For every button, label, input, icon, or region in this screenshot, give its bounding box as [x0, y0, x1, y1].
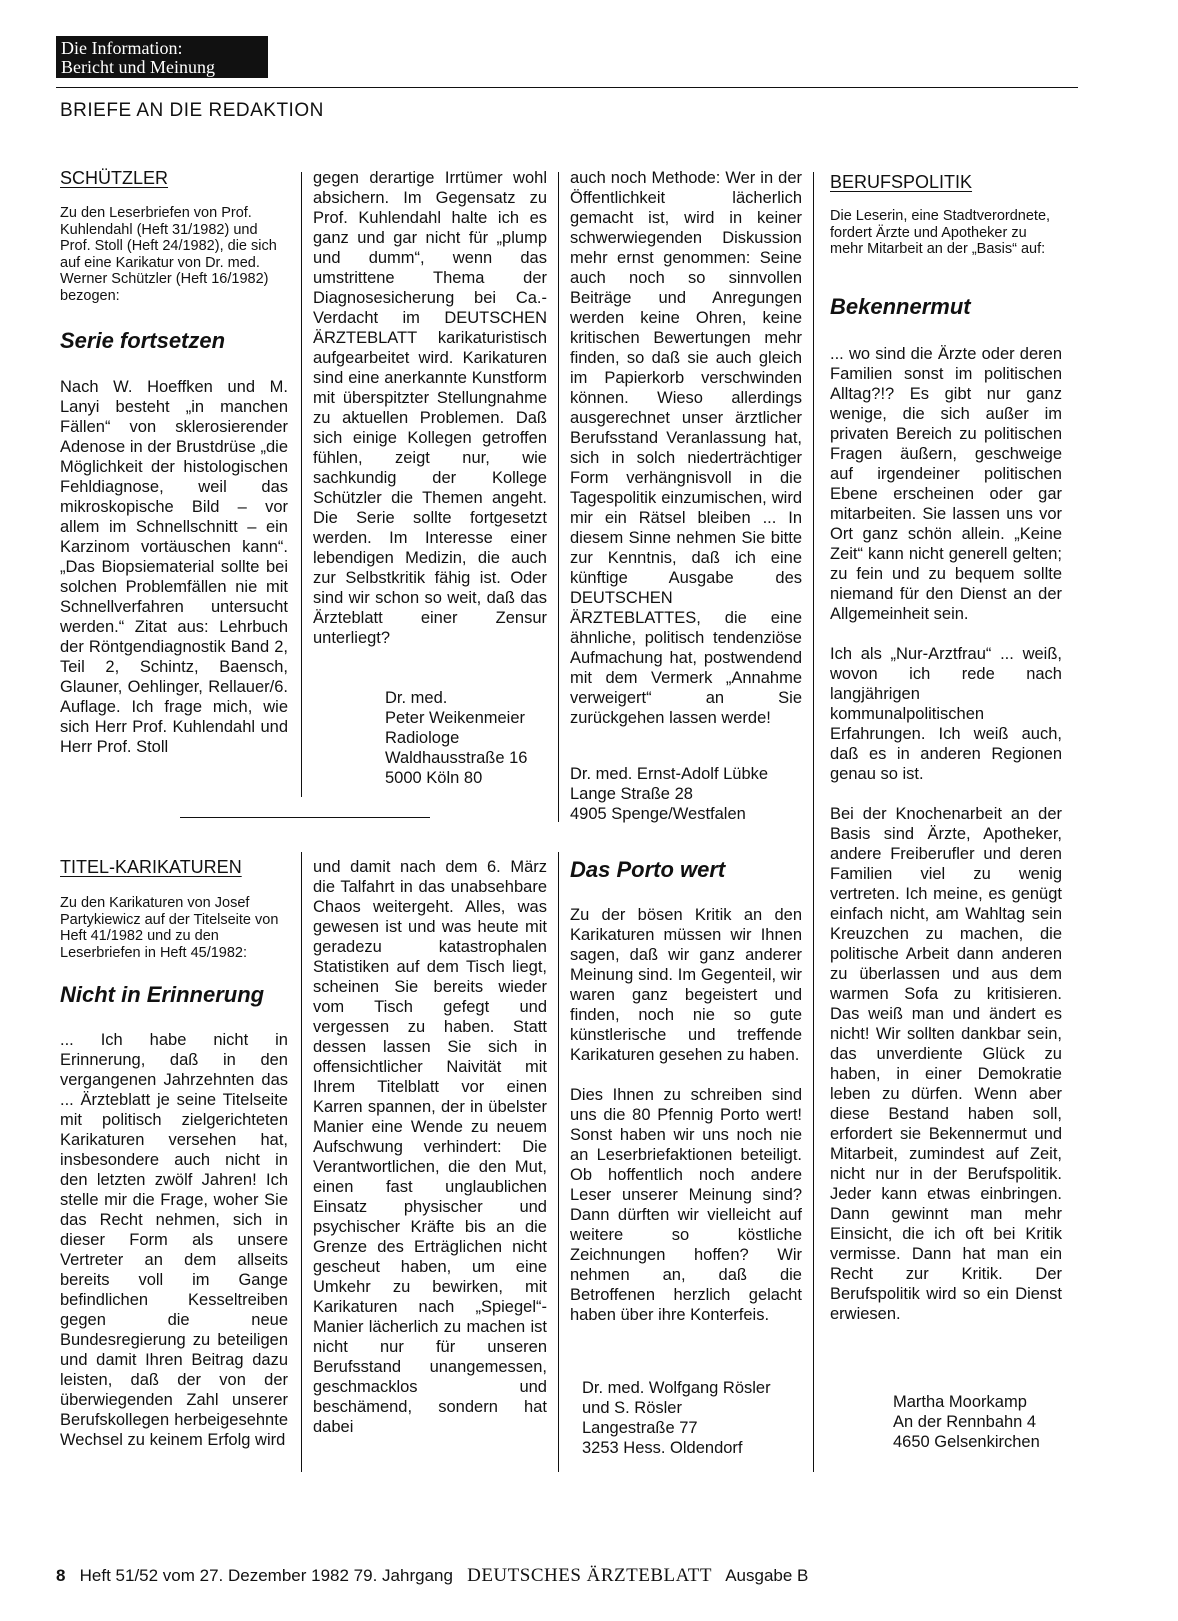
letter-heading: BERUFSPOLITIK	[830, 172, 973, 192]
letter-signature	[570, 764, 768, 824]
letter-signature	[893, 1392, 1040, 1452]
letter-signature	[385, 688, 527, 788]
signature-line: Dr. med.	[385, 689, 448, 707]
letter-separator	[180, 817, 430, 818]
body-paragraph: Nach W. Hoeffken und M. Lanyi besteht „in manchen Fällen“ von sklerosierender Adenose in der Brustdrüse „die Möglichkeit der histologischen Fehldiagnose, weil das mikroskopische Bild – vor allem im Schnellschnitt – ein Karzinom vortäuschen kann“. „Das Biopsiematerial sollte bei solchen Problemfällen nie mit Schnellverfahren untersucht werden.“ Zitat aus: Lehrbuch der Röntgendiagnostik Band 2, Teil 2, Schintz, Baensch, Glauner, Oehlinger, Rellauer/6. Auflage. Ich frage mich, wie sich Herr Prof. Kuhlendahl und Herr Prof. Stoll	[60, 378, 288, 756]
column-rule	[301, 852, 302, 1472]
letter-body	[570, 905, 802, 1325]
letter-body	[60, 1030, 288, 1450]
section-label-line2: Bericht und Meinung	[61, 57, 215, 77]
signature-line: Langestraße 77	[582, 1419, 698, 1437]
letter-heading: SCHÜTZLER	[60, 168, 169, 188]
letter-title: Serie fortsetzen	[60, 328, 226, 353]
edition-label: Ausgabe B	[725, 1566, 809, 1585]
body-paragraph: Bei der Knochenarbeit an der Basis sind Ärzte, Apotheker, andere Freiberufler und deren Familien viel zu wenig vertreten. Ich meine, es genügt einfach nicht, am Wahltag sein Kreuzchen zu machen, die politische Arbeit dann anderen zu überlassen und aus dem warmen Sofa zu kritisieren. Das weiß man und ändert es nicht! Wir sollten dankbar sein, das unverdiente Glück zu haben, in einer Demokratie leben zu dürfen. Wenn aber diese Bestand haben soll, erfordert sie Bekennermut und Mitarbeit, zumindest auf Zeit, nicht nur in der Berufspolitik. Jeder kann etwas einbringen. Dann gewinnt man mehr Einsicht, die ich oft bei Kritik vermisse. Dann hat man ein Recht zur Kritik. Der Berufspolitik wird so ein Dienst erwiesen.	[830, 805, 1062, 1323]
letter-heading: TITEL-KARIKATUREN	[60, 857, 242, 877]
body-paragraph: und damit nach dem 6. März die Talfahrt in das unabsehbare Chaos weitergeht. Alles, was gewesen ist und was heute mit geradezu katastrophalen Statistiken auf dem Tisch liegt, scheinen Sie bereits wieder vom Tisch gefegt und vergessen zu haben. Statt dessen lassen Sie sich in offensichtlicher Naivität mit Ihrem Titelblatt vor einen Karren spannen, der in übelster Manier eine Wende zu neuem Aufschwung verhindert: Die Verantwortlichen, die den Mut, einen fast unglaublichen Einsatz physischer und psychischer Kräfte bis an die Grenze des Erträglichen nicht gescheut haben, um eine Umkehr zu bewirken, mit Karikaturen nach „Spiegel“-Manier lächerlich zu machen ist nicht nur für unseren Berufsstand unangemessen, geschmacklos und beschämend, sondern hat dabei	[313, 858, 547, 1436]
letter-body	[313, 168, 547, 648]
body-paragraph: Ich als „Nur-Arztfrau“ ... weiß, wovon ich rede nach langjährigen kommunalpolitischen Erfahrungen. Ich weiß auch, daß es in anderen Regionen genau so ist.	[830, 645, 1062, 783]
signature-line: Peter Weikenmeier	[385, 709, 526, 727]
body-paragraph: ... Ich habe nicht in Erinnerung, daß in den vergangenen Jahrzehnten das ... Ärzteblatt je seine Titelseite mit politisch zielgerichteten Karikaturen versehen hat, insbesondere auch nicht in den letzten zwölf Jahren! Ich stelle mir die Frage, woher Sie das Recht nehmen, sich in dieser Form als unsere Vertreter an dem allseits bereits voll im Gange befindlichen Kesseltreiben gegen die neue Bundesregierung zu beteiligen und damit Ihren Beitrag dazu leisten, daß der von der überwiegenden Zahl unserer Berufskollegen herbeigesehnte Wechsel zu keinem Erfolg wird	[60, 1031, 288, 1449]
body-paragraph: auch noch Methode: Wer in der Öffentlichkeit lächerlich gemacht ist, wird in keiner schwerwiegenden Diskussion mehr ernst genommen: Seine auch noch so sinnvollen Beiträge und Anregungen werden keine Ohren, keine kritischen Bewertungen mehr finden, so daß sie auch gleich im Papierkorb verschwinden können. Wieso allerdings ausgerechnet unser ärztlicher Berufsstand Veranlassung hat, sich in solch niederträchtiger Form verhängnisvoll in die Tagespolitik einzumischen, wird mir ein Rätsel bleiben ... In diesem Sinne nehmen Sie bitte zur Kenntnis, daß ich eine künftige Ausgabe des DEUTSCHEN ÄRZTEBLATTES, die eine ähnliche, politisch tendenziöse Aufmachung hat, postwendend mit dem Vermerk „Annahme verweigert“ an Sie zurückgehen lassen werde!	[570, 169, 802, 727]
header-rule	[56, 87, 1078, 88]
signature-line: Radiologe	[385, 729, 460, 747]
letter-body	[60, 377, 288, 757]
column-rule	[301, 172, 302, 797]
section-label-box	[56, 36, 268, 78]
body-paragraph: Zu der bösen Kritik an den Karikaturen müssen wir Ihnen sagen, daß wir ganz anderer Meinung sind. Im Gegenteil, wir waren ganz begeistert und finden, noch nie so gute künstlerische und treffende Karikaturen gesehen zu haben.	[570, 906, 802, 1064]
body-paragraph: ... wo sind die Ärzte oder deren Familien sonst im politischen Alltag?!? Es gibt nur ganz wenige, die sich außer im privaten Bereich zu politischen Fragen äußern, geschweige auf irgendeiner politischen Ebene erscheinen oder gar mitarbeiten. Sie lassen uns vor Ort ganz schön allein. „Keine Zeit“ kann nicht generell gelten; zu fein und zu bequem sollte niemand für den Dienst an der Allgemeinheit sein.	[830, 345, 1062, 623]
letter-intro: Zu den Karikaturen von Josef Partykiewicz auf der Titelseite von Heft 41/1982 und zu den Leserbriefen in Heft 45/1982:	[60, 895, 279, 961]
journal-name: DEUTSCHES ÄRZTEBLATT	[467, 1565, 712, 1586]
letter-signature	[582, 1378, 771, 1458]
letter-title: Bekennermut	[830, 294, 971, 319]
signature-line: 4905 Spenge/Westfalen	[570, 805, 746, 823]
column-rule	[558, 172, 559, 822]
signature-line: Dr. med. Ernst-Adolf Lübke	[570, 765, 769, 783]
body-paragraph: Dies Ihnen zu schreiben sind uns die 80 Pfennig Porto wert! Sonst haben wir uns noch nie an Leserbriefaktionen beteiligt. Ob hoffentlich noch andere Leser unserer Meinung sind? Dann dürften wir vielleicht auf weitere so köstliche Zeichnungen hoffen? Wir nehmen an, daß die Betroffenen herzlich gelacht haben über ihre Konterfeis.	[570, 1086, 802, 1324]
column-rule	[813, 172, 814, 1472]
column-rule	[558, 852, 559, 1472]
issue-info: Heft 51/52 vom 27. Dezember 1982 79. Jahrgang	[79, 1566, 453, 1585]
body-paragraph: gegen derartige Irrtümer wohl absichern. Im Gegensatz zu Prof. Kuhlendahl halte ich es ganz und gar nicht für „plump und dumm“, wenn das umstrittene Thema der Diagnosesicherung bei Ca.-Verdacht im DEUTSCHEN ÄRZTEBLATT karikaturistisch aufgearbeitet wird. Karikaturen sind eine anerkannte Kunstform mit überspitzter Stellungnahme zu aktuellen Problemen. Daß sich einige Kollegen getroffen fühlen, zeigt nur, wie sachkundig der Kollege Schützler die Themen angeht. Die Serie sollte fortgesetzt werden. Im Interesse einer lebendigen Medizin, die auch zur Selbstkritik fähig ist. Oder sind wir schon so weit, daß das Ärzteblatt einer Zensur unterliegt?	[313, 169, 547, 647]
page-number: 8	[56, 1566, 66, 1585]
letter-body	[570, 168, 802, 728]
letter-body	[313, 857, 547, 1437]
letter-title: Das Porto wert	[570, 857, 726, 882]
signature-line: Lange Straße 28	[570, 785, 693, 803]
letter-body	[830, 344, 1062, 1324]
section-label-line1: Die Information:	[61, 38, 183, 58]
page-footer	[56, 1565, 808, 1587]
signature-line: Dr. med. Wolfgang Rösler	[582, 1379, 771, 1397]
signature-line: und S. Rösler	[582, 1399, 682, 1417]
letter-intro: Die Leserin, eine Stadtverordnete, fordert Ärzte und Apotheker zu mehr Mitarbeit an der „Basis“ auf:	[830, 208, 1051, 257]
letter-title: Nicht in Erinnerung	[60, 982, 265, 1007]
signature-line: 5000 Köln 80	[385, 769, 483, 787]
signature-line: 3253 Hess. Oldendorf	[582, 1439, 743, 1457]
section-title: BRIEFE AN DIE REDAKTION	[60, 100, 324, 121]
signature-line: Waldhausstraße 16	[385, 749, 528, 767]
signature-line: An der Rennbahn 4	[893, 1413, 1037, 1431]
letter-intro: Zu den Leserbriefen von Prof. Kuhlendahl (Heft 31/1982) und Prof. Stoll (Heft 24/1982), die sich auf eine Karikatur von Dr. med. Werner Schützler (Heft 16/1982) bezogen:	[60, 205, 277, 304]
signature-line: Martha Moorkamp	[893, 1393, 1027, 1411]
signature-line: 4650 Gelsenkirchen	[893, 1433, 1040, 1451]
